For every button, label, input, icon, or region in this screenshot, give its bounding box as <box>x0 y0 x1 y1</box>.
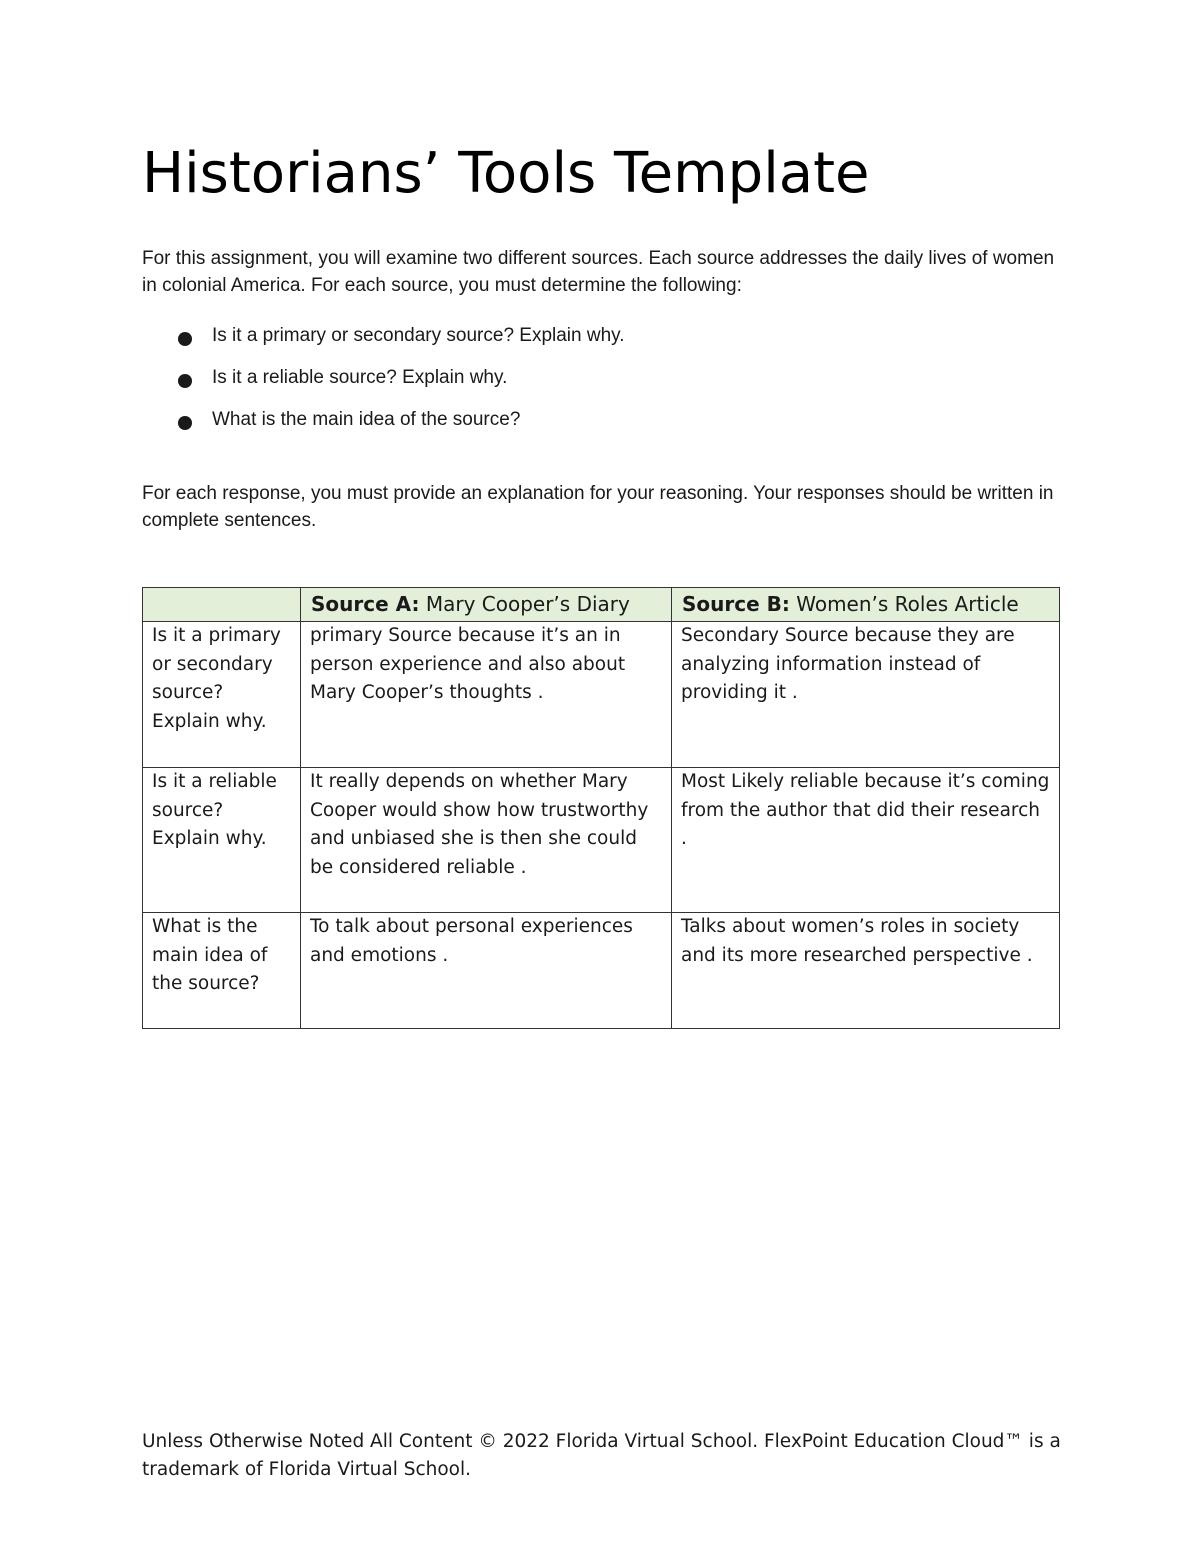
source-b-header <box>672 588 1060 622</box>
list-item <box>142 406 625 448</box>
table-corner-cell <box>143 588 301 622</box>
bullet-icon <box>178 416 192 430</box>
bullet-icon <box>178 332 192 346</box>
source-b-answer-cell: Talks about women’s roles in society and its more researched perspective . <box>672 913 1060 1029</box>
copyright-footer: Unless Otherwise Noted All Content © 2022 Florida Virtual School. FlexPoint Education Cloud™ is a trademark of Florida Virtual School. <box>142 1431 1061 1480</box>
table-row <box>143 768 1060 913</box>
source-a-answer-cell: It really depends on whether Mary Cooper would show how trustworthy and unbiased she is then she could be considered reliable . <box>301 768 672 913</box>
source-a-answer-cell: primary Source because it’s an in person experience and also about Mary Cooper’s thoughts . <box>301 622 672 768</box>
source-b-title: Women’s Roles Article <box>789 592 1019 616</box>
source-a-header <box>301 588 672 622</box>
intro-paragraph: For this assignment, you will examine two different sources. Each source addresses the daily lives of women in colonial America. For each source, you must determine the following: <box>142 248 1055 296</box>
source-a-title: Mary Cooper’s Diary <box>419 592 630 616</box>
page-title: Historians’ Tools Template <box>142 141 870 206</box>
source-b-answer-cell: Secondary Source because they are analyzing information instead of providing it . <box>672 622 1060 768</box>
list-item <box>142 364 625 406</box>
list-item-text: What is the main idea of the source? <box>212 409 521 430</box>
source-a-answer-cell: To talk about personal experiences and emotions . <box>301 913 672 1029</box>
requirements-list <box>142 322 625 448</box>
list-item-text: Is it a reliable source? Explain why. <box>212 367 508 388</box>
source-b-answer-cell: Most Likely reliable because it’s coming from the author that did their research . <box>672 768 1060 913</box>
response-instructions: For each response, you must provide an explanation for your reasoning. Your responses should be written in complete sentences. <box>142 483 1054 531</box>
question-cell: Is it a reliable source? Explain why. <box>143 768 301 913</box>
table-row <box>143 622 1060 768</box>
question-cell: What is the main idea of the source? <box>143 913 301 1029</box>
question-cell: Is it a primary or secondary source? Explain why. <box>143 622 301 768</box>
table-row <box>143 913 1060 1029</box>
bullet-icon <box>178 374 192 388</box>
list-item <box>142 322 625 364</box>
source-a-label: Source A: <box>311 592 420 616</box>
sources-table <box>142 587 1060 1029</box>
list-item-text: Is it a primary or secondary source? Explain why. <box>212 325 625 346</box>
source-b-label: Source B: <box>682 592 790 616</box>
table-header-row <box>143 588 1060 622</box>
